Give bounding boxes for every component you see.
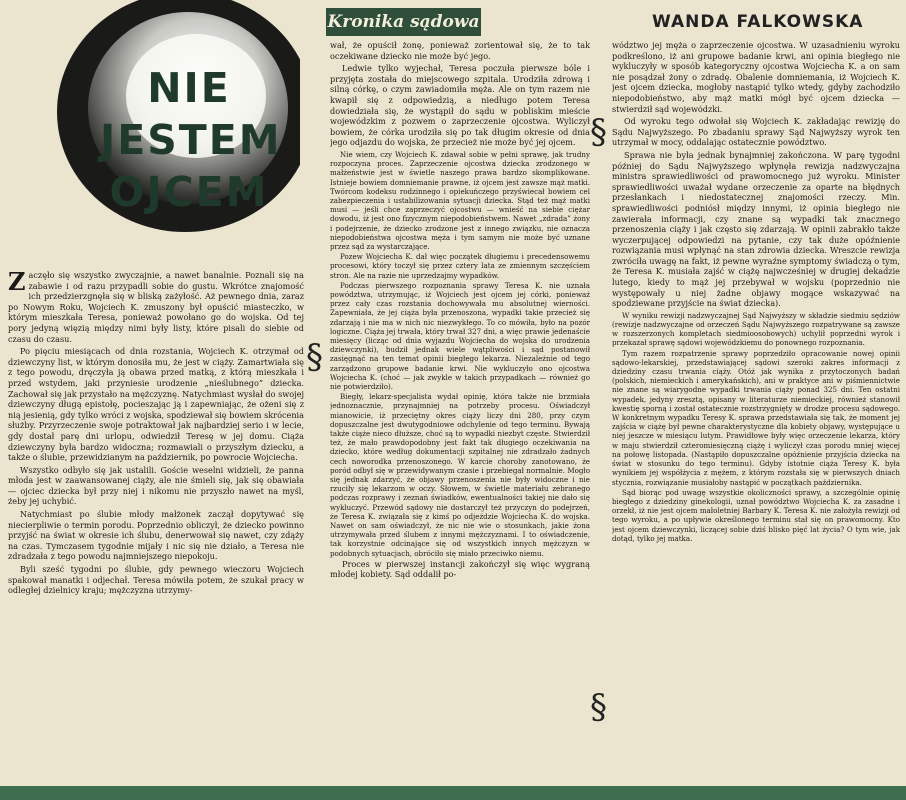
paragraph: Sąd biorąc pod uwagę wszystkie okoliczności sprawy, a szczególnie opinię biegłego z dziedziny ginekologii, uznał powództwo Wojciecha K. za zasadne i orzekł, iż nie jest ojcem małoletniej Barbary K. Teresa K. nie założyła rewizji od tego wyroku, a po upływie określonego terminu stał się on prawomocny. Kto jest ojcem dziewczynki, liczącej sobie dziś blisko pięć lat życia? O tym wie, jak dotąd, tylko jej matka. xyxy=(612,487,900,543)
paragraph: Byli sześć tygodni po ślubie, gdy pewnego wieczoru Wojciech spakował manatki i odjechał. Teresa mówiła potem, że szukał pracy w odległej dzielnicy kraju; mężczyzna utrzymy- xyxy=(8,564,304,596)
drop-cap: Z xyxy=(8,270,26,296)
author-name: WANDA FALKOWSKA xyxy=(652,12,864,32)
column-2 xyxy=(330,40,590,780)
paragraph: Pozew Wojciecha K. dał więc początek długiemu i precedensowemu procesowi, który toczył się przez cztery lata ze zmiennym szczęściem stron. Ale na razie nie uprzedzajmy wypadków. xyxy=(330,252,590,280)
column-1 xyxy=(8,270,304,778)
paragraph: Natychmiast po ślubie młody małżonek zaczął dopytywać się niecierpliwie o termin porodu. Poprzednio obliczył, że dziecko powinno przyjść na świat w okresie ich ślubu, denerwował się nawet, czy zdąży na czas. Tymczasem tygodnie mijały i nic się nie działo, a Teresa nie zdradzała z tego powodu najmniejszego niepokoju. xyxy=(8,509,304,562)
title-line-2: OJCEM xyxy=(109,168,269,216)
paragraph: Biegły, lekarz-specjalista wydał opinię, która także nie brzmiała jednoznacznie, przynajmniej na potrzeby procesu. Oświadczył mianowicie, iż przeciętny okres ciąży liczy dni 280, przy czym dopuszczalne jest dwutygodniowe odchylenie od tego terminu. Bywają także ciąże nieco dłuższe, choć są to wypadki niezbyt częste. Stwierdził też, że mało prawdopodobny jest fakt tak długiego oczekiwania na dziecko, które według dokumentacji szpitalnej nie zdradzało żadnych cech noworodka przenoszonego. W karcie choroby zanotowano, że poród odbył się w przewidywanym czasie i przebiegał normalnie. Mogło się jednak zdarzyć, że objawy przenoszenia nie były widoczne i nie rzuciły się lekarzom w oczy. Słowem, w świetle materiału zebranego podczas rozprawy i zeznań świadków, ewentualności takiej nie dało się wykluczyć. Przewód sądowy nie dostarczył też przyczyn do podejrzeń, że Teresa K. związała się z kimś po odjeździe Wojciecha K. do wojska. Nawet on sam oświadczył, że nic nie wie o stosunkach, jakie żona utrzymywała przed ślubem z innymi mężczyznami. I to oświadczenie, tak korzystnie odcinające się od wszystkich innych mężczyzn w podobnych sytuacjach, obróciło się miało przeciwko niemu. xyxy=(330,392,590,558)
bottom-color-bar xyxy=(0,786,906,800)
paragraph: Nie wiem, czy Wojciech K. zdawał sobie w pełni sprawę, jak trudny rozpoczyna proces. Zaprzeczenie ojcostwa dziecka zrodzonego w małżeństwie jest w świetle naszego prawa bardzo skomplikowane. Istnieje bowiem domniemanie prawne, iż ojcem jest zawsze mąż matki. Twórcom kodeksu rodzinnego i opiekuńczego przyświecał bowiem cel zabezpieczenia i ustabilizowania sytuacji dziecka. Stąd też mąż matki musi — jeśli chce zaprzeczyć ojcostwu — wnieść na siebie ciężar dowodu, iż jest ono fizycznym niepodobieństwem. Nawet „zdrada” żony i podejrzenie, że dziecko zrodzone jest z innego związku, nie oznacza niepodobieństwa ojcostwa męża i tym samym nie może być uznane przez sąd za wystarczające. xyxy=(330,149,590,251)
section-mark-icon: § xyxy=(306,337,323,377)
paragraph: Tym razem rozpatrzenie sprawy poprzedziło opracowanie nowej opinii sądowo-lekarskiej, przedstawiającej sądowi szeroki zakres informacji z dziedziny czasu trwania ciąży. Otóż jak wynika z przytoczonych badań (polskich, niemieckich i amerykańskich), ani w praktyce ani w piśmiennictwie nie znane są wiarygodne wypadki trwania ciąży ponad 325 dni. Ten ostatni wypadek, jedyny zresztą, opisany w literaturze niemieckiej, również stanowił kwestię sporną i został ostatecznie rozstrzygnięty w drodze procesu sądowego. W konkretnym wypadku Teresy K. sprawa przedstawiała się tak, że moment jej zajścia w ciążę był pewne charakterystyczne dla kobiety objawy, występujące u niej jeszcze w miesiącu lutym. Prawidłowe były więc orzeczenie lekarza, który w maju stwierdził czteromiesięczną ciążę i wyliczył czas porodu mniej więcej na połowę listopada. (Nastąpiło dopuszczalne opóźnienie przyjścia dziecka na świat w stosunku do tego terminu). Gdyby istotnie ciąża Teresy K. była wynikiem jej współżycia z mężem, z którym rozstała się w pierwszych dniach stycznia, rozwiązanie musiałoby nastąpić w początkach października. xyxy=(612,348,900,487)
paragraph: Po pięciu miesiącach od dnia rozstania, Wojciech K. otrzymał od dziewczyny list, w którym donosiła mu, że jest w ciąży. Zamartwiała się z tego powodu, dręczyła ją obawa przed matką, z którą mieszkała i przed wstydem, jaki przyniesie urodzenie „nieślubnego” dziecka. Zachował się jak przystało na mężczyznę. Natychmiast wysłał do swojej dziewczyny długą epistołę, pocieszając ją i zapewniając, że ożeni się z nią jesienią, gdy tylko wróci z wojska, spodziewał się bowiem skrócenia służby. Przyrzeczenie swoje potraktował jak najbardziej serio i w lecie, gdy dostał parę dni urlopu, odwiedził Teresę w jej domu. Ciąża dziewczyny była bardzo widoczna; rozmawiali o przyszłym dziecku, a także o ślubie, przewidzianym na październik, po powrocie Wojciecha. xyxy=(8,346,304,463)
paragraph: Podczas pierwszego rozpoznania sprawy Teresa K. nie uznała powództwa, utrzymując, iż Wojciech jest ojcem jej córki, ponieważ przez cały czas rozstania dochowywała mu absolutnej wierności. Zapewniała, że jej ciąża była przenoszona, wypadki takie przecież się zdarzają i nie ma w nich nic niezwykłego. To co mówiła, było na pozór logiczne. Ciąża jej trwała, który trwał 327 dni, a więc prawie jedenaście miesięcy (licząc od dnia wyjazdu Wojciecha do wojska do urodzenia dziewczynki), budził jednak wiele wątpliwości i sąd postanowił zasięgnąć na ten temat opinii biegłego lekarza. Niezależnie od tego zarządzono grupowe badanie krwi. Nie wykluczyło ono ojcostwa Wojciecha K. (choć — jak zwykle w takich przypadkach — również go nie potwierdziło). xyxy=(330,280,590,392)
paragraph: Zaczęło się wszystko zwyczajnie, a nawet banalnie. Poznali się na zabawie i od razu przypadli sobie do gustu. Wkrótce znajomość ich przedzierzgnęła się w bliską zażyłość. Aż pewnego dnia, zaraz po Nowym Roku, Wojciech K. zmuszony był opuścić miasteczko, w którym mieszkała Teresa, ponieważ powołano go do wojska. Od tej pory jedyną więzią między nimi były listy, które pisali do siebie od czasu do czasu. xyxy=(8,270,304,344)
paragraph: wał, że opuścił żonę, ponieważ zorientował się, że to tak oczekiwane dziecko nie może być jego. xyxy=(330,40,590,61)
paragraph: Ledwie tylko wyjechał, Teresa poczuła pierwsze bóle i przyjęta została do miejscowego szpitala. Urodziła zdrową i silną córkę, o czym zawiadomiła męża. Ale on tym razem nie kwapił się z odpowiedzią, a niedługo potem Teresa dowiedziała się, że wystąpił do sądu w pobliskim mieście wojewódzkim z pozwem o zaprzeczenie ojcostwa. Wyliczył bowiem, że córka urodziła się po tak długim okresie od dnia jego odjazdu do wojska, że przecież nie może być jej ojcem. xyxy=(330,63,590,148)
paragraph: Sprawa nie była jednak bynajmniej zakończona. W parę tygodni później do Sądu Najwyższego wpłynęła rewizja nadzwyczajna ministra sprawiedliwości od prawomocnego już wyroku. Minister sprawiedliwości uważał wydane orzeczenie za oparte na błędnych przesłankach i niedostatecznej znajomości rzeczy. Min. sprawiedliwości podniósł między innymi, iż opinia biegłego nie zawierała informacji, czy znane są wypadki tak znacznego przenoszenia ciąży i jak często się zdarzają. W opinii zabrakło także wyczerpującej odpowiedzi na pytanie, czy tak duże opóźnienie rozwiązania musi wpłynąć na stan zdrowia dziecka. Wreszcie rewizja zwróciła uwagę na fakt, iż pewne wyraźne symptomy świadczą o tym, że Teresa K. musiała zajść w ciążę najwcześniej w drugiej dekadzie lutego, kiedy to mąż jej przebywał w wojsku (poprzednio nie występowały u niej żadne objawy mogące wskazywać na spodziewane przyjście na świat dziecka). xyxy=(612,149,900,309)
small-print-block xyxy=(330,150,590,558)
column-3 xyxy=(612,40,900,780)
section-mark-icon: § xyxy=(590,112,607,152)
small-print-block xyxy=(612,311,900,543)
title-line-1: NIE JESTEM xyxy=(100,64,282,164)
section-mark-icon: § xyxy=(590,687,607,727)
article-title xyxy=(100,62,282,218)
paragraph: W wyniku rewizji nadzwyczajnej Sąd Najwyższy w składzie siedmiu sędziów (rewizje nadzwyczajne od orzeczeń Sądu Najwyższego rozpatrywane są zawsze w rozszerzonych kompletach siedmioosobowych) uchylił poprzedni wyrok i przekazał sprawę sądowi wojewódzkiemu do ponownego rozpoznania. xyxy=(612,310,900,348)
section-rubric: Kronika sądowa xyxy=(326,8,481,36)
paragraph: Od wyroku tego odwołał się Wojciech K. zakładając rewizję do Sądu Najwyższego. Po zbadaniu sprawy Sąd Najwyższy wyrok ten utrzymał w mocy, oddalając ostatecznie powództwo. xyxy=(612,116,900,148)
paragraph: Wszystko odbyło się jak ustalili. Goście weselni widzieli, że panna młoda jest w zaawansowanej ciąży, ale nie śmieli się, jak się obawiała — ojciec dziecka był przy niej i nikomu nie przyszło nawet na myśl, żeby jej uchybić. xyxy=(8,464,304,507)
paragraph: Proces w pierwszej instancji zakończył się więc wygraną młodej kobiety. Sąd oddalił po- xyxy=(330,558,590,580)
paragraph: wództwo jej męża o zaprzeczenie ojcostwa. W uzasadnieniu wyroku podkreślono, iż ani grupowe badanie krwi, ani opinia biegłego nie wykluczyły w sposób kategoryczny ojcostwa Wojciecha K. a on sam nie posądzał żony o zdradę. Obalenie domniemania, iż Wojciech K. jest ojcem dziecka, mogłoby nastąpić tylko wtedy, gdyby zachodziło niepodobieństwo, aby mąż matki mógł być ojcem dziecka — stwierdził sąd wojewódzki. xyxy=(612,40,900,114)
